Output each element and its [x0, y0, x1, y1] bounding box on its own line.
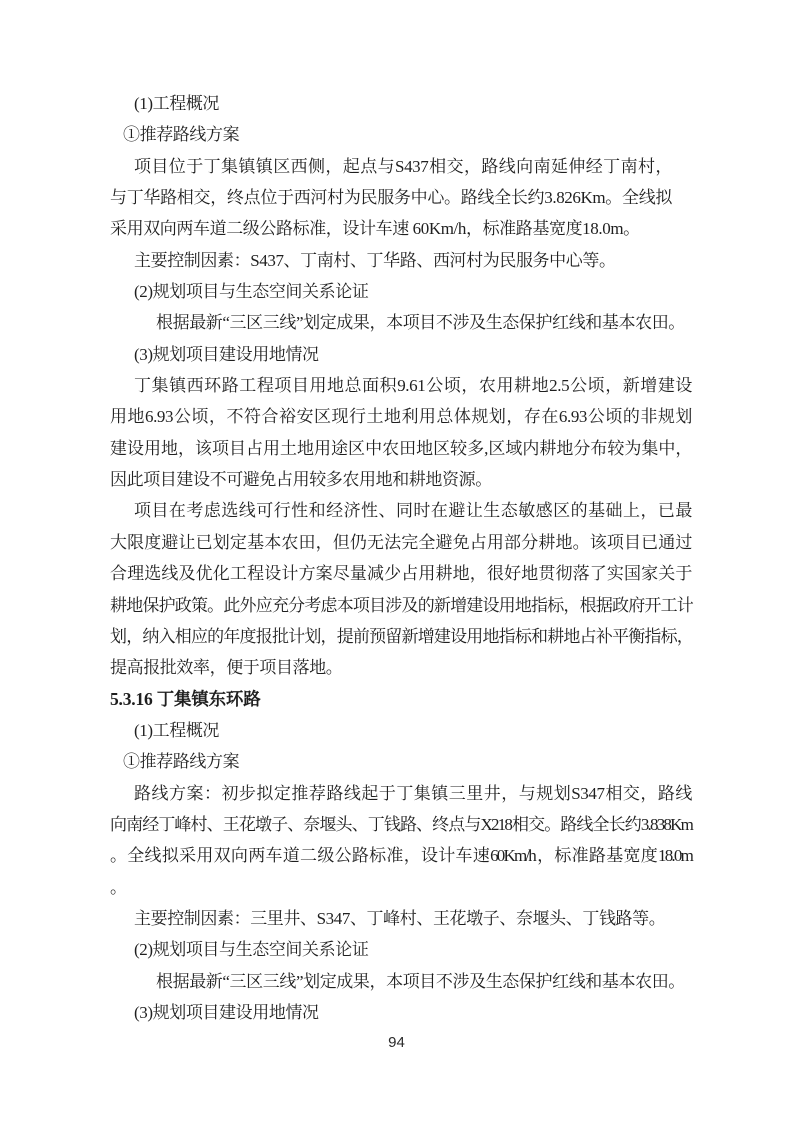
doc-line: (3)规划项目建设用地情况 — [134, 1002, 319, 1022]
doc-line: 丁集镇西环路工程项目用地总面积9.61公顷，农用耕地2.5公顷，新增建设 — [134, 376, 692, 396]
doc-line: 与丁华路相交，终点位于西河村为民服务中心。路线全长约3.826Km。全线拟 — [110, 188, 672, 208]
doc-line: 耕地保护政策。此外应充分考虑本项目涉及的新增建设用地指标，根据政府开工计 — [110, 595, 692, 615]
doc-line: ①推荐路线方案 — [123, 125, 240, 145]
doc-line: 主要控制因素：S437、丁南村、丁华路、西河村为民服务中心等。 — [134, 250, 616, 270]
document-body — [110, 88, 692, 1028]
doc-line: 向南经丁峰村、王花墩子、奈堰头、丁钱路、终点与X218相交。路线全长约3.838Km — [110, 814, 692, 834]
doc-line: 用地6.93公顷，不符合裕安区现行土地利用总体规划，存在6.93公顷的非规划 — [110, 407, 692, 427]
doc-line: 根据最新“三区三线”划定成果，本项目不涉及生态保护红线和基本农田。 — [156, 313, 685, 333]
doc-line: 大限度避让已划定基本农田，但仍无法完全避免占用部分耕地。该项目已通过 — [110, 532, 692, 552]
doc-line: 根据最新“三区三线”划定成果，本项目不涉及生态保护红线和基本农田。 — [156, 971, 685, 991]
doc-line: 划，纳入相应的年度报批计划，提前预留新增建设用地指标和耕地占补平衡指标， — [110, 626, 692, 646]
doc-line: 路线方案：初步拟定推荐路线起于丁集镇三里井，与规划S347相交，路线 — [134, 783, 692, 803]
doc-line: (1)工程概况 — [134, 720, 220, 740]
doc-line: 提高报批效率，便于项目落地。 — [110, 658, 343, 678]
doc-line: 合理选线及优化工程设计方案尽量减少占用耕地，很好地贯彻落了实国家关于 — [110, 564, 692, 584]
doc-line: 项目位于丁集镇镇区西侧，起点与S437相交，路线向南延伸经丁南村， — [134, 156, 672, 176]
doc-line: 。全线拟采用双向两车道二级公路标准，设计车速60Km/h，标准路基宽度18.0m — [110, 846, 692, 866]
doc-line: 因此项目建设不可避免占用较多农用地和耕地资源。 — [110, 470, 492, 490]
doc-line: (3)规划项目建设用地情况 — [134, 344, 319, 364]
doc-line: ①推荐路线方案 — [123, 752, 240, 772]
doc-line: 采用双向两车道二级公路标准，设计车速 60Km/h，标准路基宽度18.0m。 — [110, 219, 640, 239]
doc-line: (2)规划项目与生态空间关系论证 — [134, 282, 369, 302]
doc-line: 。 — [110, 877, 127, 897]
doc-line: 建设用地，该项目占用土地用途区中农田地区较多,区域内耕地分布较为集中， — [110, 438, 692, 458]
doc-line: 主要控制因素：三里井、S347、丁峰村、王花墩子、奈堰头、丁钱路等。 — [134, 908, 666, 928]
doc-line: (2)规划项目与生态空间关系论证 — [134, 940, 369, 960]
page-number: 94 — [388, 1034, 405, 1051]
doc-line: 项目在考虑选线可行性和经济性、同时在避让生态敏感区的基础上，已最 — [134, 501, 692, 521]
doc-line: (1)工程概况 — [134, 94, 220, 113]
section-heading: 5.3.16 丁集镇东环路 — [110, 688, 261, 709]
